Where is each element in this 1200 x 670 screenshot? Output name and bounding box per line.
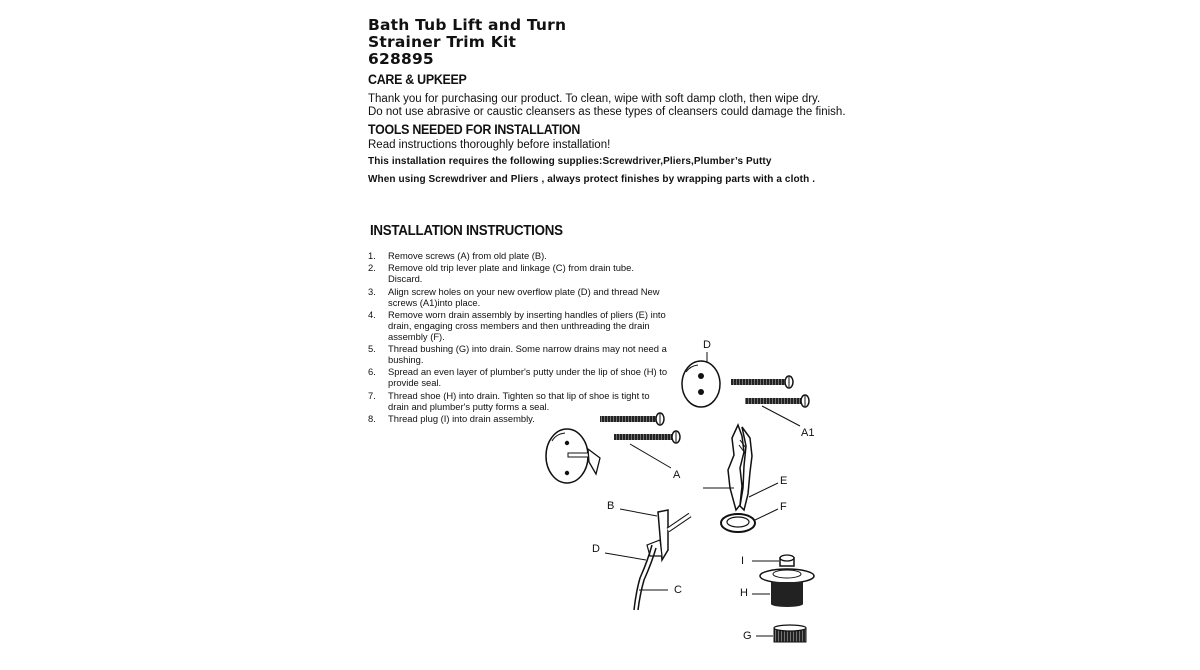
label-i: I [741, 555, 745, 567]
plug-i [752, 555, 794, 566]
step-item: 4. Remove worn drain assembly by inserting handles of pliers (E) into drain, engaging cross members and then unthreading the drain assembly (F). [368, 308, 666, 342]
title-line-1: Bath Tub Lift and Turn [368, 16, 567, 34]
tools-line-3: When using Screwdriver and Pliers , always protect finishes by wrapping parts with a cloth . [368, 174, 816, 185]
care-heading: CARE & UPKEEP [368, 72, 467, 87]
title-line-2: Strainer Trim Kit [368, 33, 517, 51]
new-screws-a1 [731, 376, 809, 426]
care-line-2: Do not use abrasive or caustic cleansers as these types of cleansers could damage the finish. [368, 106, 846, 118]
label-g: G [743, 630, 752, 642]
care-line-1: Thank you for purchasing our product. To clean, wipe with soft damp cloth, then wipe dry. [368, 93, 821, 105]
step-item: 1. Remove screws (A) from old plate (B). [368, 250, 547, 261]
label-d-top: D [703, 339, 711, 351]
model-number: 628895 [368, 50, 434, 68]
tools-line-1: Read instructions thoroughly before installation! [368, 139, 611, 151]
tools-line-2: This installation requires the following supplies:Screwdriver,Pliers,Plumber’s Putty [368, 156, 772, 167]
bushing-g [756, 625, 806, 642]
step-item: 6. Spread an even layer of plumber's putty under the lip of shoe (H) to provide seal. [368, 366, 668, 389]
label-d-left: D [592, 543, 600, 555]
label-h: H [740, 587, 748, 599]
step-item: 8. Thread plug (I) into drain assembly. [368, 413, 535, 425]
install-heading: INSTALLATION INSTRUCTIONS [370, 223, 563, 239]
label-c: C [674, 584, 682, 596]
label-f: F [780, 501, 787, 513]
label-b: B [607, 500, 615, 512]
tools-heading: TOOLS NEEDED FOR INSTALLATION [368, 122, 581, 137]
step-item: 7. Thread shoe (H) into drain. Tighten so that lip of shoe is tight to drain and plumber's putty forms a seal. [368, 389, 650, 412]
new-overflow-plate-d [682, 352, 720, 407]
label-a1: A1 [801, 427, 815, 439]
label-e: E [780, 475, 788, 487]
shoe-h [752, 569, 814, 607]
step-item: 3. Align screw holes on your new overflow plate (D) and thread New screws (A1)into place. [368, 285, 660, 308]
old-overflow-plate-b [546, 429, 600, 483]
old-screws-a [600, 413, 680, 468]
drain-assembly-f [721, 509, 778, 532]
step-item: 2. Remove old trip lever plate and linkage (C) from drain tube. Discard. [368, 262, 634, 285]
pliers-e [703, 425, 778, 510]
label-a: A [673, 469, 681, 481]
step-item: 5. Thread bushing (G) into drain. Some narrow drains may not need a bushing. [368, 343, 667, 366]
